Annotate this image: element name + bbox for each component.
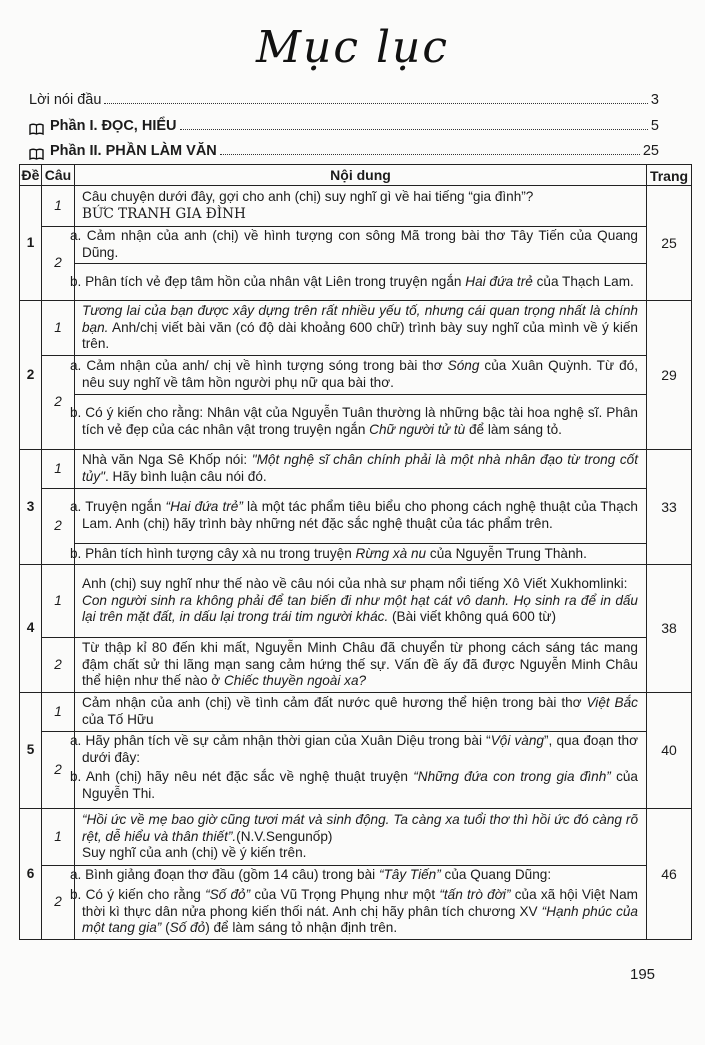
table-row[interactable] — [20, 732, 692, 769]
question-text: b. Anh (chị) hãy nêu nét đặc sắc về nghệ thuật truyện “Những đứa con trong gia đình” của Nguyễn Thi. — [75, 768, 647, 809]
question-text: Câu chuyện dưới đây, gợi cho anh (chị) suy nghĩ gì về hai tiếng “gia đình”? BỨC TRANH GIA ĐÌNH — [75, 186, 647, 227]
toc-label: Lời nói đầu — [29, 92, 102, 108]
question-text: “Hồi ức về mẹ bao giờ cũng tươi mát và sinh động. Ta càng xa tuổi thơ thì hồi ức đó càng rõ rệt, dễ hiểu và thân thiết”.(N.V.Sengunốp) Suy nghĩ của anh (chị) về ý kiến trên. — [75, 809, 647, 866]
toc-leader — [180, 129, 648, 130]
table-row[interactable] — [20, 885, 692, 940]
cau-number: 1 — [42, 301, 75, 356]
toc-entry-preface[interactable] — [29, 88, 659, 108]
de-number: 6 — [20, 809, 42, 940]
table-row[interactable] — [20, 693, 692, 732]
cau-number: 1 — [42, 565, 75, 638]
toc-page: 25 — [642, 143, 659, 159]
toc-label: Phần I. ĐỌC, HIỂU — [50, 118, 177, 134]
table-row[interactable] — [20, 186, 692, 227]
question-text: a. Cảm nhận của anh/ chị về hình tượng sóng trong bài thơ Sóng của Xuân Quỳnh. Từ đó, nêu suy nghĩ về tâm hồn người phụ nữ qua bài thơ. — [75, 356, 647, 395]
table-row[interactable] — [20, 395, 692, 450]
table-row[interactable] — [20, 638, 692, 693]
question-text: b. Có ý kiến cho rằng: Nhân vật của Nguyễn Tuân thường là những bậc tài hoa nghệ sĩ. Phân tích vẻ đẹp của các nhân vật trong truyện ngắn Chữ người tử tù để làm sáng tỏ. — [75, 395, 647, 450]
toc-entry-part-1[interactable] — [29, 114, 659, 134]
header-de: Đề — [20, 165, 42, 186]
contents-table — [19, 164, 692, 940]
page-number: 195 — [630, 966, 656, 983]
table-row[interactable] — [20, 356, 692, 395]
toc-leader — [104, 103, 648, 104]
question-text: b. Phân tích hình tượng cây xà nu trong truyện Rừng xà nu của Nguyễn Trung Thành. — [75, 544, 647, 565]
toc-entry-part-2[interactable] — [29, 139, 659, 159]
question-text: a. Truyện ngắn “Hai đứa trẻ” là một tác phẩm tiêu biểu cho phong cách nghệ thuật của Thạch Lam. Anh (chị) hãy trình bày những nét đặc sắc nghệ thuật của tác phẩm trên. — [75, 489, 647, 544]
cau-number: 2 — [42, 866, 75, 940]
question-text: a. Bình giảng đoạn thơ đầu (gồm 14 câu) trong bài “Tây Tiến” của Quang Dũng: — [75, 866, 647, 886]
toc-label: Phần II. PHẦN LÀM VĂN — [50, 143, 217, 159]
table-row[interactable] — [20, 264, 692, 301]
page-ref: 40 — [647, 693, 692, 809]
cau-number: 1 — [42, 693, 75, 732]
question-text: a. Cảm nhận của anh (chị) về hình tượng con sông Mã trong bài thơ Tây Tiến của Quang Dũng. — [75, 227, 647, 264]
table-row[interactable] — [20, 489, 692, 544]
question-text: Cảm nhận của anh (chị) về tình cảm đất nước quê hương thể hiện trong bài thơ Việt Bắc của Tố Hữu — [75, 693, 647, 732]
book-icon — [29, 148, 44, 159]
question-text: Nhà văn Nga Sê Khốp nói: "Một nghệ sĩ chân chính phải là một nhà nhân đạo từ trong cốt tủy". Hãy bình luận câu nói đó. — [75, 450, 647, 489]
de-number: 4 — [20, 565, 42, 693]
table-row[interactable] — [20, 301, 692, 356]
toc-page: 3 — [650, 92, 659, 108]
table-header-row — [20, 165, 692, 186]
question-text: b. Phân tích vẻ đẹp tâm hồn của nhân vật Liên trong truyện ngắn Hai đứa trẻ của Thạch Lam. — [75, 264, 647, 301]
toc-leader — [220, 154, 640, 155]
table-row[interactable] — [20, 227, 692, 264]
toc-page: 5 — [650, 118, 659, 134]
cau-number: 1 — [42, 186, 75, 227]
cau-number: 2 — [42, 356, 75, 450]
question-text: a. Hãy phân tích về sự cảm nhận thời gian của Xuân Diệu trong bài “Vội vàng”, qua đoạn thơ dưới đây: — [75, 732, 647, 769]
cau-number: 1 — [42, 450, 75, 489]
question-text: Từ thập kỉ 80 đến khi mất, Nguyễn Minh Châu đã chuyển từ phong cách sáng tác mang đậm chất sử thi lãng mạn sang cảm hứng thế sự. Vấn đề ấy đã được Nguyễn Minh Châu thể hiện như thế nào ở Chiếc thuyền ngoài xa? — [75, 638, 647, 693]
cau-number: 2 — [42, 732, 75, 809]
question-text: Anh (chị) suy nghĩ như thế nào về câu nói của nhà sư phạm nổi tiếng Xô Viết Xukhomlinki: Con người sinh ra không phải để tan biến đi như một hạt cát vô danh. Họ sinh ra để in dấu lại trên mặt đất, in dấu lại trong trái tim người khác. (Bài viết không quá 600 từ) — [75, 565, 647, 638]
de-number: 5 — [20, 693, 42, 809]
page-title: Mục lục — [255, 22, 450, 73]
cau-number: 2 — [42, 489, 75, 565]
de-number: 1 — [20, 186, 42, 301]
question-text: b. Có ý kiến cho rằng “Số đỏ” của Vũ Trọng Phụng như một “tấn trò đời” của xã hội Việt Nam thời kì thực dân nửa phong kiến thối nát. Anh chị hãy phân tích chương XV “Hạnh phúc của một tang gia” (Số đỏ) để làm sáng tỏ nhận định trên. — [75, 885, 647, 940]
cau-number: 1 — [42, 809, 75, 866]
header-cau: Câu — [42, 165, 75, 186]
de-number: 2 — [20, 301, 42, 450]
book-icon — [29, 123, 44, 134]
table-row[interactable] — [20, 544, 692, 565]
header-trang: Trang — [647, 165, 692, 186]
header-noidung: Nội dung — [75, 165, 647, 186]
table-row[interactable] — [20, 866, 692, 886]
page-ref: 29 — [647, 301, 692, 450]
page-ref: 25 — [647, 186, 692, 301]
de-number: 3 — [20, 450, 42, 565]
page-ref: 38 — [647, 565, 692, 693]
page-ref: 46 — [647, 809, 692, 940]
table-row[interactable] — [20, 565, 692, 638]
table-row[interactable] — [20, 809, 692, 866]
cau-number: 2 — [42, 638, 75, 693]
cau-number: 2 — [42, 227, 75, 301]
table-row[interactable] — [20, 768, 692, 809]
page-ref: 33 — [647, 450, 692, 565]
question-text: Tương lai của bạn được xây dựng trên rất nhiều yếu tố, nhưng cái quan trọng nhất là chính bạn. Anh/chị viết bài văn (có độ dài khoảng 600 chữ) trình bày suy nghĩ của mình về ý kiến trên. — [75, 301, 647, 356]
table-row[interactable] — [20, 450, 692, 489]
